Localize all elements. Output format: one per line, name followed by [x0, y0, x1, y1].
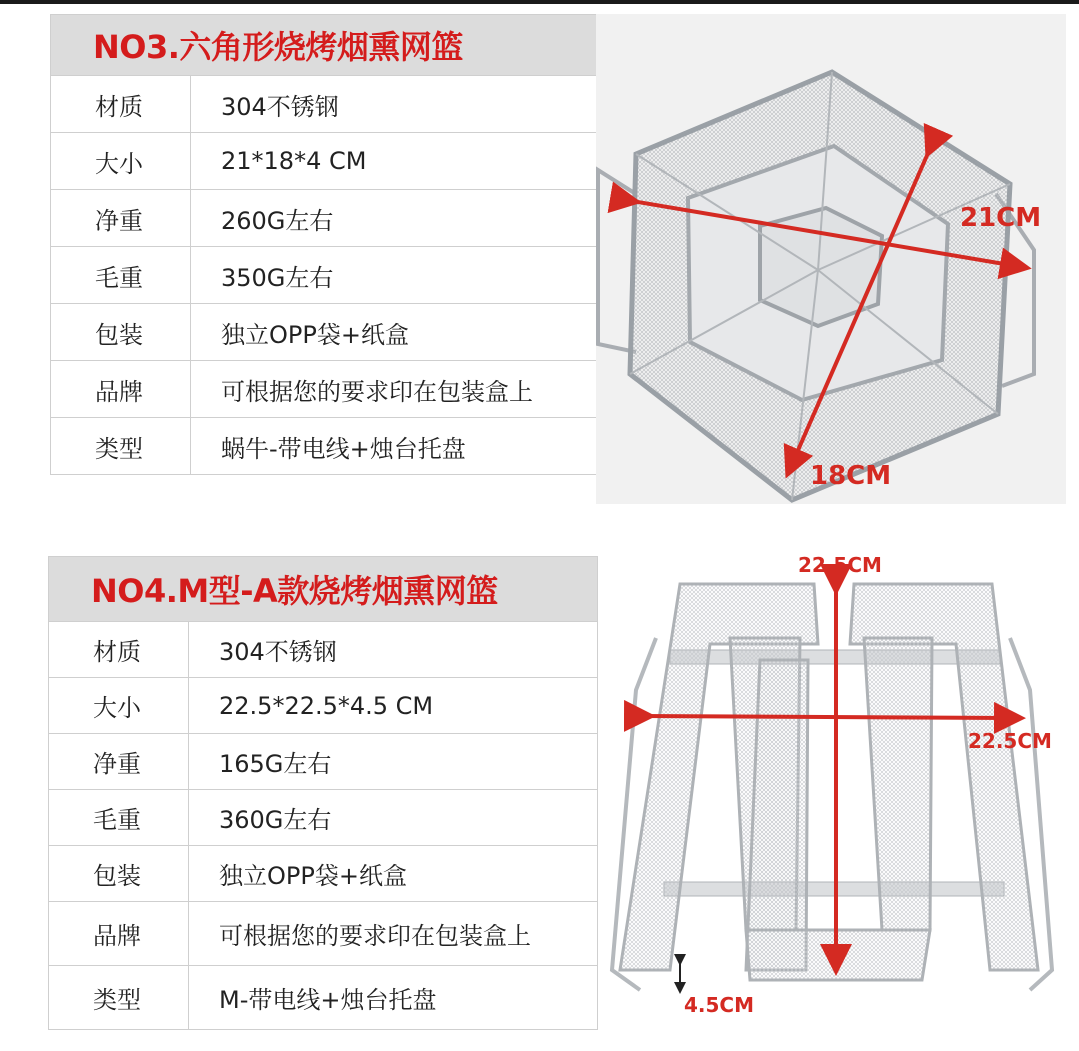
spec-row-material: [49, 621, 597, 677]
product-spec-table-no3: [50, 14, 597, 475]
spec-value: M-带电线+烛台托盘: [219, 986, 437, 1014]
spec-label: 品牌: [49, 902, 189, 965]
m-shape-basket-illustration: [600, 550, 1079, 1040]
spec-label: 大小: [51, 133, 191, 189]
spec-row-type: [49, 965, 597, 1029]
product-spec-table-no4: [48, 556, 598, 1030]
spec-row-net-weight: [51, 189, 596, 246]
spec-value: 蜗牛-带电线+烛台托盘: [221, 434, 466, 463]
spec-value: 21*18*4 CM: [221, 147, 367, 175]
spec-row-size: [49, 677, 597, 733]
width-dimension-label: 21CM: [960, 203, 1042, 233]
spec-label: 净重: [49, 734, 189, 789]
spec-label: 毛重: [51, 247, 191, 303]
length-dimension-label: 22.5CM: [798, 553, 882, 577]
hexagon-basket-photo: [596, 14, 1066, 504]
spec-label: 净重: [51, 190, 191, 246]
top-divider: [0, 0, 1079, 4]
spec-label: 材质: [51, 76, 191, 132]
spec-label: 包装: [49, 846, 189, 901]
spec-row-brand: [51, 360, 596, 417]
hexagon-basket-illustration: [596, 14, 1066, 504]
spec-value: 350G左右: [221, 263, 334, 292]
spec-value: 304不锈钢: [219, 638, 337, 666]
spec-value: 可根据您的要求印在包装盒上: [219, 922, 531, 950]
spec-value: 22.5*22.5*4.5 CM: [219, 691, 434, 720]
product-title: NO4.M型-A款烧烤烟熏网篮: [49, 557, 597, 621]
spec-row-gross-weight: [51, 246, 596, 303]
spec-row-net-weight: [49, 733, 597, 789]
spec-value: 独立OPP袋+纸盒: [221, 320, 409, 349]
spec-value: 260G左右: [221, 206, 334, 235]
spec-label: 毛重: [49, 790, 189, 845]
m-shape-basket-photo: [600, 550, 1079, 1040]
spec-row-brand: [49, 901, 597, 965]
spec-label: 包装: [51, 304, 191, 360]
spec-row-size: [51, 132, 596, 189]
spec-label: 品牌: [51, 361, 191, 417]
spec-row-material: [51, 75, 596, 132]
spec-value: 165G左右: [219, 750, 332, 778]
spec-row-packaging: [49, 845, 597, 901]
spec-value: 独立OPP袋+纸盒: [219, 862, 407, 890]
spec-value: 304不锈钢: [221, 92, 339, 121]
spec-row-gross-weight: [49, 789, 597, 845]
spec-label: 大小: [49, 678, 189, 733]
depth-dimension-label: 18CM: [810, 461, 892, 491]
spec-label: 类型: [49, 966, 189, 1029]
product-title: NO3.六角形烧烤烟熏网篮: [51, 15, 596, 75]
spec-value: 可根据您的要求印在包装盒上: [221, 377, 533, 406]
spec-label: 类型: [51, 418, 191, 474]
height-dimension-label: 4.5CM: [684, 993, 755, 1017]
spec-row-type: [51, 417, 596, 474]
spec-row-packaging: [51, 303, 596, 360]
spec-label: 材质: [49, 622, 189, 677]
spec-value: 360G左右: [219, 806, 332, 834]
width-dimension-label: 22.5CM: [968, 729, 1052, 753]
